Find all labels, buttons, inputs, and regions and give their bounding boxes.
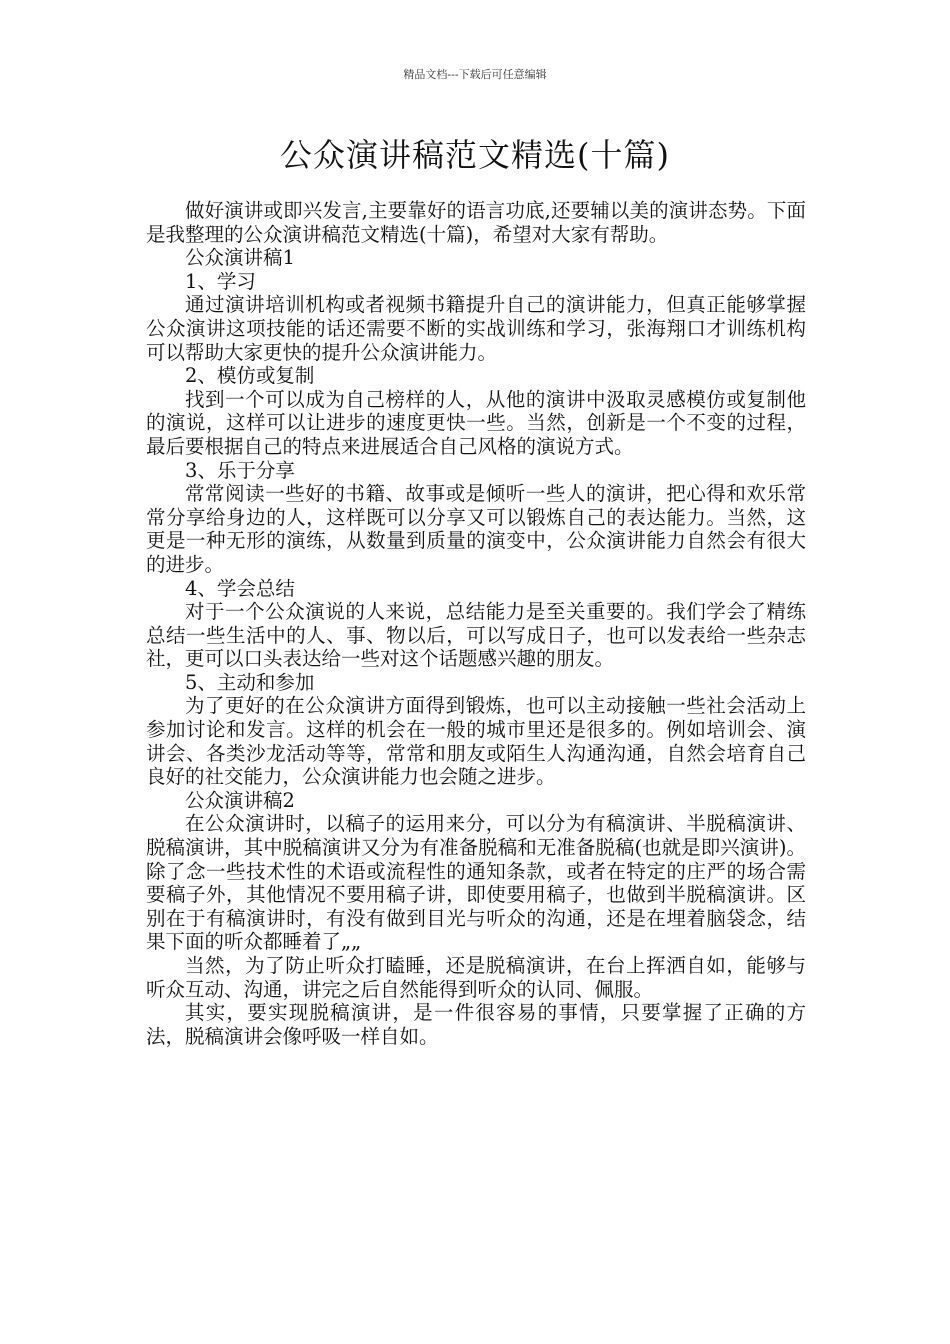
subheading-imitate: 2、模仿或复制 bbox=[185, 364, 315, 388]
paragraph-script-usage: 在公众演讲时，以稿子的运用来分，可以分为有稿演讲、半脱稿演讲、脱稿演讲，其中脱稿演讲又分为有准备脱稿和无准备脱稿(也就是即兴演讲)。除了念一些技术性的术语或流程性的通知条款，或者在特定的庄严的场合需要稿子外，其他情况不要用稿子讲，即使要用稿子，也做到半脱稿演讲。区别在于有稿演讲时，有没有做到目光与听众的沟通，还是在埋着脑袋念，结果下面的听众都睡着了„„ bbox=[146, 812, 806, 954]
document-title: 公众演讲稿范文精选(十篇) bbox=[280, 136, 670, 174]
subheading-participate: 5、主动和参加 bbox=[185, 670, 315, 694]
paragraph-method: 其实，要实现脱稿演讲，是一件很容易的事情，只要掌握了正确的方法，脱稿演讲会像呼吸一样自如。 bbox=[146, 1001, 806, 1048]
paragraph-summarize: 对于一个公众演说的人来说，总结能力是至关重要的。我们学会了精练总结一些生活中的人、事、物以后，可以写成日子，也可以发表给一些杂志社，更可以口头表达给一些对这个话题感兴趣的朋友。 bbox=[146, 600, 806, 671]
intro-paragraph: 做好演讲或即兴发言,主要靠好的语言功底,还要辅以美的演讲态势。下面是我整理的公众演讲稿范文精选(十篇)，希望对大家有帮助。 bbox=[146, 199, 806, 246]
subheading-summarize: 4、学会总结 bbox=[185, 576, 295, 600]
paragraph-imitate: 找到一个可以成为自己榜样的人，从他的演讲中汲取灵感模仿或复制他的演说，这样可以让进步的速度更快一些。当然，创新是一个不变的过程，最后要根据自己的特点来进展适合自己风格的演说方式。 bbox=[146, 387, 806, 458]
paragraph-share: 常常阅读一些好的书籍、故事或是倾听一些人的演讲，把心得和欢乐常常分享给身边的人，这样既可以分享又可以锻炼自己的表达能力。当然，这更是一种无形的演练，从数量到质量的演变中，公众演讲能力自然会有很大的进步。 bbox=[146, 482, 806, 576]
subheading-share: 3、乐于分享 bbox=[185, 458, 295, 482]
paragraph-prevent-dozing: 当然，为了防止听众打瞌睡，还是脱稿演讲，在台上挥洒自如，能够与听众互动、沟通，讲完之后自然能得到听众的认同、佩服。 bbox=[146, 954, 806, 1001]
paragraph-participate: 为了更好的在公众演讲方面得到锻炼，也可以主动接触一些社会活动上参加讨论和发言。这样的机会在一般的城市里还是很多的。例如培训会、演讲会、各类沙龙活动等等，常常和朋友或陌生人沟通沟通，自然会培育自己良好的社交能力，公众演讲能力也会随之进步。 bbox=[146, 694, 806, 789]
section-heading-speech-1: 公众演讲稿1 bbox=[185, 246, 295, 270]
paragraph-learn: 通过演讲培训机构或者视频书籍提升自己的演讲能力，但真正能够掌握公众演讲这项技能的话还需要不断的实战训练和学习，张海翔口才训练机构可以帮助大家更快的提升公众演讲能力。 bbox=[146, 293, 806, 364]
document-body bbox=[146, 199, 806, 1048]
page-header-note: 精品文档---下载后可任意编辑 bbox=[403, 68, 547, 81]
section-heading-speech-2: 公众演讲稿2 bbox=[185, 788, 295, 812]
subheading-learn: 1、学习 bbox=[185, 269, 256, 293]
